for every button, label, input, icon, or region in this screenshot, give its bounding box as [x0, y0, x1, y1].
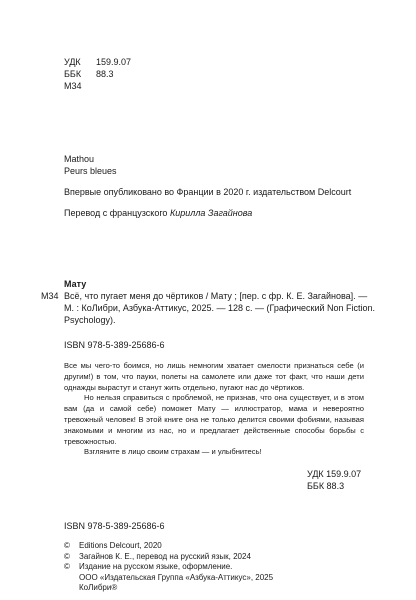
annotation-paragraph-3: Взгляните в лицо своим страхам — и улыбнитесь! — [84, 447, 262, 457]
translation-credit — [64, 207, 252, 219]
udk-label: УДК — [64, 57, 81, 67]
author-code: М34 — [64, 81, 82, 91]
copyright-symbol: © — [64, 562, 70, 572]
catalog-line-2: М. : КоЛибри, Азбука-Аттикус, 2025. — 128 с. — (Графический Non Fiction. — [64, 303, 376, 313]
udk-value: 159.9.07 — [96, 57, 132, 67]
original-title: Peurs bleues — [64, 166, 117, 176]
copyright-block — [64, 541, 273, 594]
udk-bbk-codes — [64, 56, 131, 92]
udk-row — [64, 56, 131, 68]
author-heading: Мату — [64, 279, 87, 289]
first-published-note: Впервые опубликовано во Франции в 2020 г. издательством Delcourt — [64, 187, 352, 197]
bbk-label: ББК — [64, 69, 82, 79]
udk-bottom: УДК 159.9.07 — [307, 469, 362, 479]
catalog-entry — [64, 290, 375, 326]
translation-prefix: Перевод с французского — [64, 208, 170, 218]
copyright-symbol: © — [64, 551, 70, 561]
author-latin: Mathou — [64, 154, 95, 164]
bbk-value: 88.3 — [96, 69, 114, 79]
catalog-line-1: Всё, что пугает меня до чёртиков / Мату ; [пер. с фр. К. Е. Загайнова]. — — [64, 291, 368, 301]
annotation-paragraph-1: Все мы чего-то боимся, но лишь немногим хватает смелости признаться себе (и другим!) в том, что пауки, полеты на самолете или даже тот факт, что наши дети однажды вырастут и станут жить отдельно, пугают нас до чёртиков. — [64, 361, 364, 392]
bbk-bottom: ББК 88.3 — [307, 481, 345, 491]
isbn-bottom: ISBN 978-5-389-25686-6 — [64, 521, 165, 531]
copyright-line-3 — [64, 562, 273, 573]
copyright-text: ООО «Издательская Группа «Азбука-Аттикус», 2025 — [79, 572, 274, 582]
copyright-line-1 — [64, 541, 273, 552]
copyright-text: Издание на русском языке, оформление. — [79, 562, 233, 572]
copyright-text: Загайнов К. Е., перевод на русский язык, 2024 — [79, 551, 251, 561]
catalog-line-3: Psychology). — [64, 315, 116, 325]
annotation — [64, 361, 364, 458]
catalog-code: М34 — [41, 291, 59, 301]
isbn-top: ISBN 978-5-389-25686-6 — [64, 340, 165, 350]
copyright-line-4 — [64, 573, 273, 584]
author-code-row — [64, 80, 131, 92]
copyright-line-2 — [64, 552, 273, 563]
copyright-symbol: © — [64, 541, 70, 550]
translator-name: Кирилла Загайнова — [169, 208, 253, 218]
copyright-text: КоЛибри® — [79, 583, 118, 593]
copyright-line-5 — [64, 583, 273, 594]
copyright-text: Editions Delcourt, 2020 — [79, 541, 162, 550]
bbk-row — [64, 68, 131, 80]
annotation-paragraph-2: Но нельзя справиться с проблемой, не признав, что она существует, и в этом вам (да и самой себе) поможет Мату — иллюстратор, мама и невероятно тревожный человек! В этой книге она не только делится своими фобиями, называя знакомыми и многим из нас, но и предлагает действенные способы борьбы с тревожностью. — [64, 393, 364, 446]
